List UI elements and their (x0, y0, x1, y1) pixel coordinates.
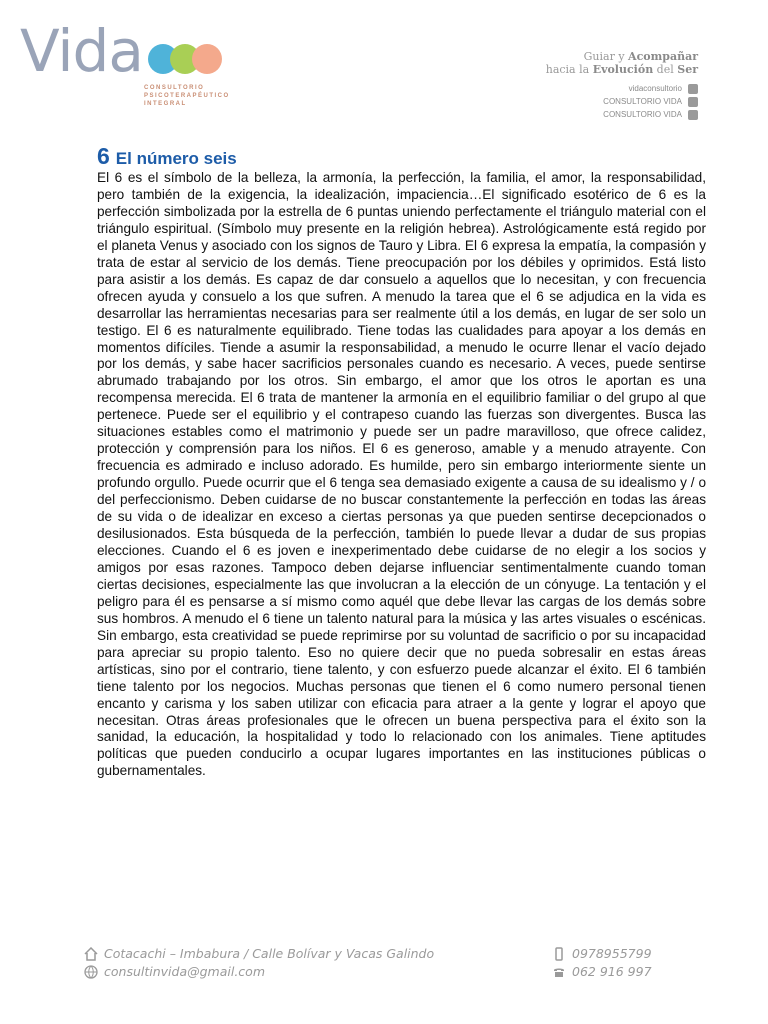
title-text: El número seis (115, 149, 237, 168)
logo-circle-peach (192, 44, 222, 74)
title-number: 6 (97, 143, 110, 169)
footer-address (84, 946, 434, 961)
tagline-emphasis: Acompañar (628, 50, 698, 63)
tagline-emphasis: Evolución (592, 63, 654, 76)
tagline-text: del (653, 63, 678, 76)
phone-text: 062 916 997 (572, 964, 652, 979)
footer-phone-1[interactable] (552, 946, 652, 961)
social-handle: CONSULTORIO VIDA (603, 110, 682, 119)
home-icon (84, 947, 98, 961)
address-text: Cotacachi – Imbabura / Calle Bolívar y Vacas Galindo (104, 946, 435, 961)
logo-subtitle-line: INTEGRAL (144, 101, 187, 107)
social-handle: vidaconsultorio (628, 84, 682, 93)
logo-wordmark: Vida (20, 17, 143, 85)
tagline (546, 50, 698, 76)
logo-subtitle (144, 84, 230, 108)
page-title (97, 143, 237, 170)
social-facebook[interactable] (603, 95, 698, 108)
body-text: El 6 es el símbolo de la belleza, la armonía, la perfección, la familia, el amor, la responsabilidad, pero también de la exigencia, la idealización, impaciencia…El significado esotérico de 6 es la perfección simbolizada por la estrella de 6 puntas uniendo perfectamente el triángulo material con el triángulo espiritual. (Símbolo muy presente en la religión hebrea). Astrológicamente está regido por el planeta Venus y asociado con los signos de Tauro y Libra. El 6 expresa la empatía, la compasión y trata de estar al servicio de los demás. Tiene preocupación por los débiles y oprimidos. Está listo para asistir a los demás. Es capaz de dar consuelo a aquellos que lo necesitan, y con frecuencia ofrecen ayuda y consuelo a los que sufren. A menudo la tarea que el 6 se adjudica en la vida es desarrollar las herramientas necesarias para ser realmente útil a los demás, en lugar de ser solo un testigo. El 6 es naturalmente equilibrado. Tiene todas las cualidades para apoyar a los demás en momentos difíciles. Tiende a asumir la responsabilidad, a menudo le ocurre llenar el vacío dejado por los demás, y sabe hacer sacrificios personales cuando es necesario. A veces, puede sentirse abrumado trabajando por los otros. Sin embargo, el amor que los otros le aportan es una recompensa merecida. El 6 trata de mantener la armonía en el equilibrio familiar o del grupo al que pertenece. Puede ser el equilibrio y el contrapeso cuando las fuerzas son divergentes. Busca las situaciones estables como el matrimonio y puede ser un padre maravilloso, que ofrece calidez, protección y comprensión para los niños. El 6 es generoso, amable y a menudo atrayente. Con frecuencia es admirado e incluso adorado. Es humilde, pero sin embargo interiormente siente un profundo orgullo. Puede ocurrir que el 6 tenga sea demasiado exigente a causa de su idealismo y / o del perfeccionismo. Deben cuidarse de no buscar constantemente la perfección en todas las áreas de su vida o de idealizar en exceso a ciertas personas ya que pueden sentirse decepcionados o desilusionados. Esta búsqueda de la perfección, también lo puede llevar a dudar de sus propias elecciones. Cuando el 6 es joven e inexperimentado debe cuidarse de no elegir a los socios y amigos por esas razones. Tampoco deben dejarse influenciar sentimentalmente cuando toman ciertas decisiones, especialmente las que involucran a la elección de un cónyuge. La tentación y el peligro para él es pensarse a sí mismo como aquél que debe llevar las cargas de los demás sobre sus hombros. A menudo el 6 tiene un talento natural para la música y las artes visuales o escénicas. Sin embargo, esta creatividad se puede reprimirse por su voluntad de sacrificio o por su incapacidad para apreciar su propio talento. Eso no quiere decir que no pueda sobresalir en estas áreas artísticas, sino por el contrario, tiene talento, y con esfuerzo puede alcanzar el éxito. El 6 también tiene talento por los negocios. Muchas personas que tienen el 6 como numero personal tienen encanto y carisma y los saben utilizar con eficacia para atraer a la gente y lograr el apoyo que necesitan. Otras áreas profesionales que le ofrecen un buena perspectiva para el éxito son la sanidad, la educación, la hospitalidad y todo lo relacionado con los animales. Tiene aptitudes políticas que pueden conducirlo a ocupar lugares importantes en las instituciones públicas o gubernamentales. (97, 170, 706, 779)
logo-subtitle-line: PSICOTERAPÉUTICO (144, 93, 230, 99)
facebook-icon (688, 97, 698, 107)
social-links (603, 82, 698, 121)
social-instagram[interactable] (603, 82, 698, 95)
tagline-text: hacia la (545, 63, 593, 76)
logo (20, 17, 240, 112)
footer-email[interactable] (84, 964, 265, 979)
youtube-icon (688, 110, 698, 120)
phone-text: 0978955799 (572, 946, 652, 961)
tagline-text: Guiar y (583, 50, 629, 63)
instagram-icon (688, 84, 698, 94)
telephone-icon (552, 965, 566, 979)
footer-phone-2[interactable] (552, 964, 652, 979)
logo-subtitle-line: CONSULTORIO (144, 85, 205, 91)
tagline-emphasis: Ser (677, 63, 698, 76)
email-text: consultinvida@gmail.com (104, 964, 265, 979)
social-youtube[interactable] (603, 108, 698, 121)
phone-icon (552, 947, 566, 961)
globe-icon (84, 965, 98, 979)
social-handle: CONSULTORIO VIDA (603, 97, 682, 106)
